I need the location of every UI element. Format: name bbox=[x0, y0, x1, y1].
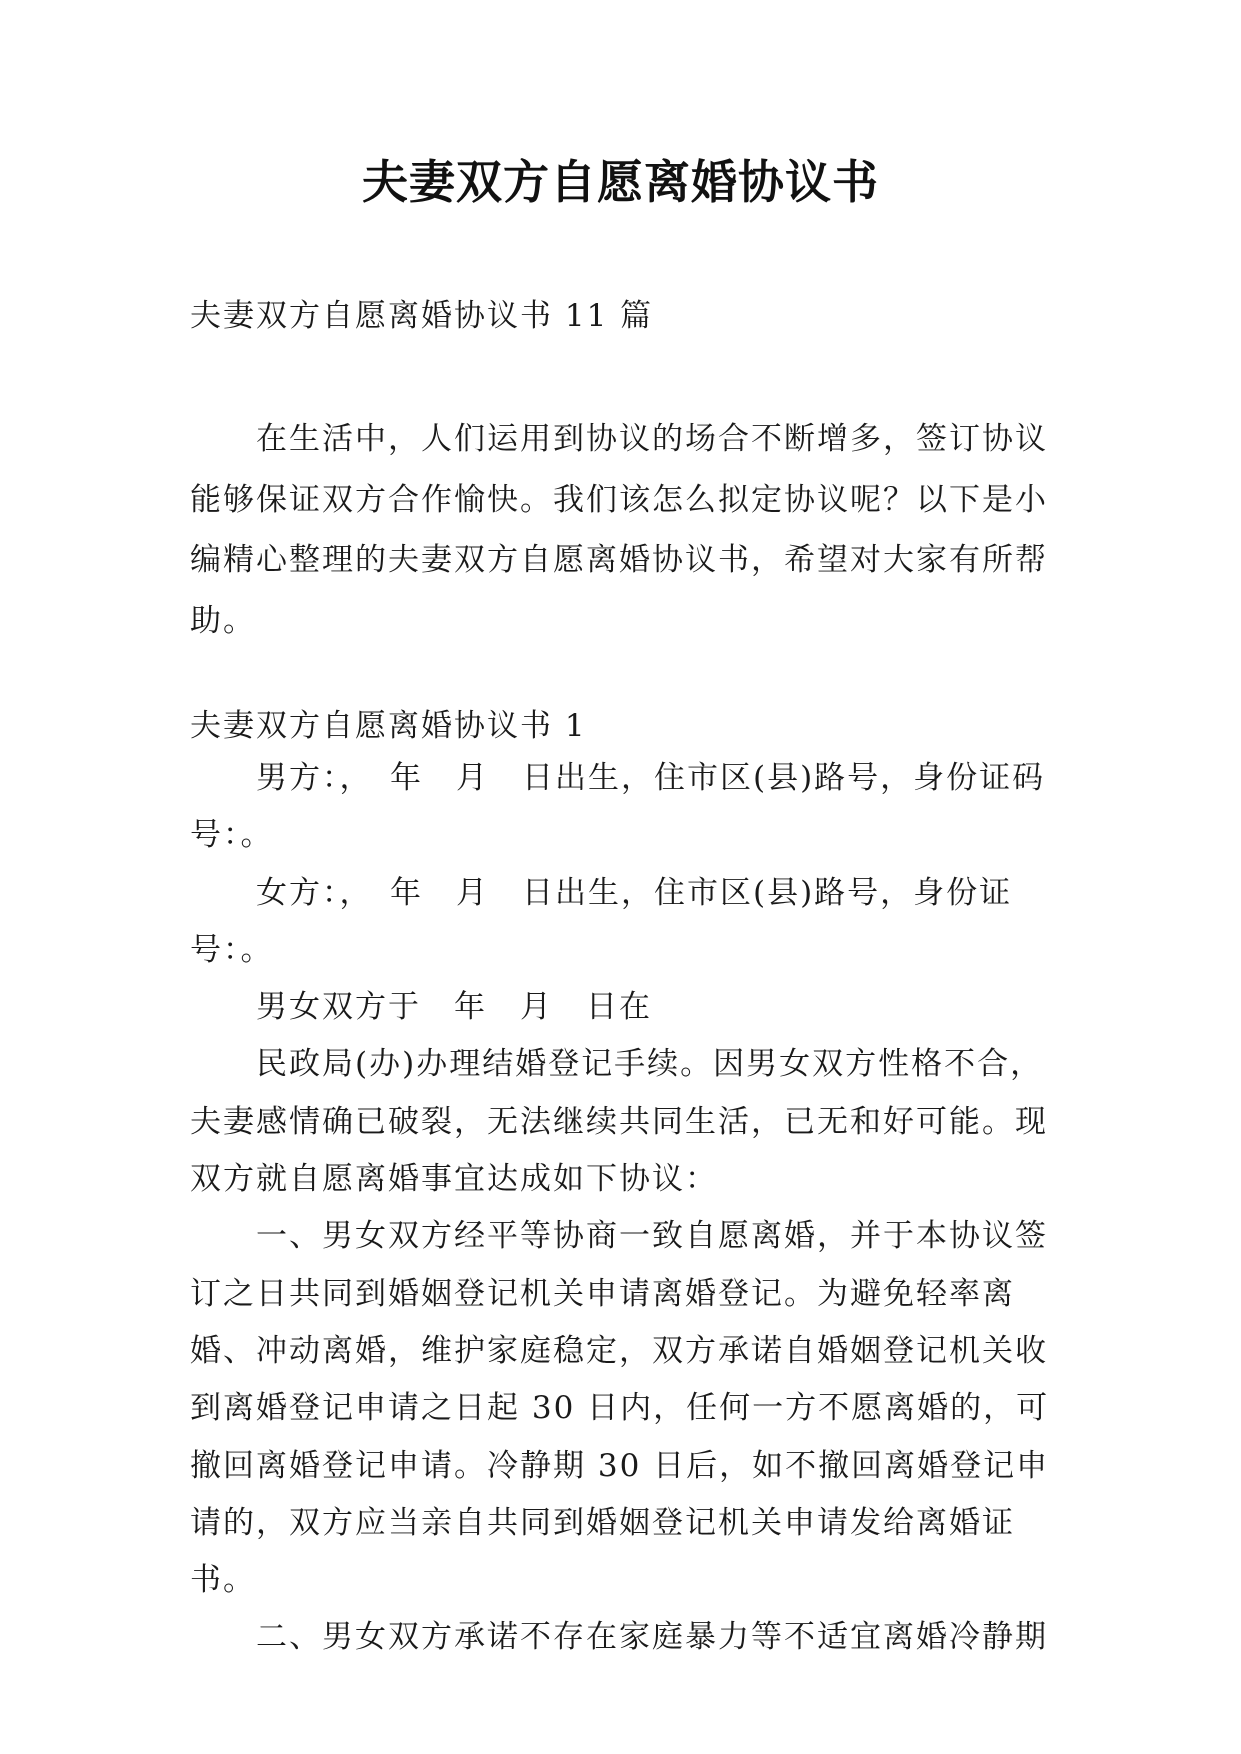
paragraph-female-party: 女方：， 年 月 日出生，住市区(县)路号，身份证号：。 bbox=[190, 874, 1013, 968]
intro-text: 在生活中，人们运用到协议的场合不断增多，签订协议能够保证双方合作愉快。我们该怎么拟定协议呢？以下是小编精心整理的夫妻双方自愿离婚协议书，希望对大家有所帮助。 bbox=[190, 421, 1048, 640]
paragraph-marriage-registration: 民政局(办)办理结婚登记手续。因男女双方性格不合，夫妻感情确已破裂，无法继续共同生活，已无和好可能。现双方就自愿离婚事宜达成如下协议： bbox=[190, 1046, 1048, 1198]
intro-paragraph bbox=[190, 409, 1060, 652]
agreement-body bbox=[190, 750, 1060, 1667]
paragraph-male-party: 男方：， 年 月 日出生，住市区(县)路号，身份证码号：。 bbox=[190, 760, 1046, 854]
paragraph-clause-1: 一、男女双方经平等协商一致自愿离婚，并于本协议签订之日共同到婚姻登记机关申请离婚登记。为避免轻率离婚、冲动离婚，维护家庭稳定，双方承诺自婚姻登记机关收到离婚登记申请之日起 30 日内，任何一方不愿离婚的，可撤回离婚登记申请。冷静期 30 日后，如不撤回离婚登记申请的，双方应当亲自共同到婚姻登记机关申请发给离婚证书。 bbox=[190, 1218, 1050, 1599]
document-title: 夫妻双方自愿离婚协议书 bbox=[362, 155, 879, 209]
paragraph-marriage-date: 男女双方于 年 月 日在 bbox=[256, 989, 652, 1026]
article-heading: 夫妻双方自愿离婚协议书 1 bbox=[190, 708, 587, 744]
paragraph-clause-2: 二、男女双方承诺不存在家庭暴力等不适宜离婚冷静期 bbox=[256, 1619, 1048, 1656]
document-subtitle: 夫妻双方自愿离婚协议书 11 篇 bbox=[190, 298, 654, 334]
